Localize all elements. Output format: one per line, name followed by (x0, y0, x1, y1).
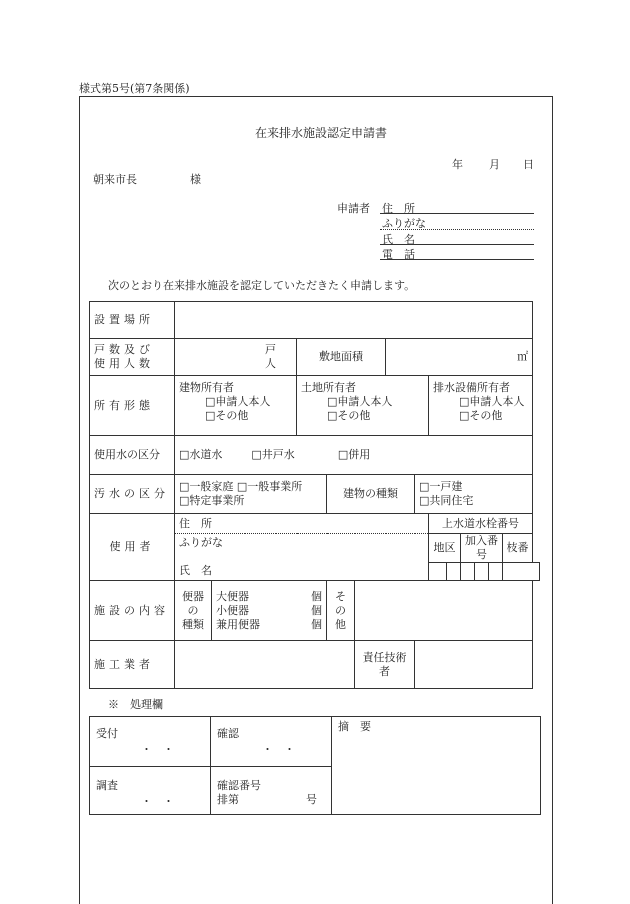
water-type-label: 使用水の区分 (90, 436, 175, 475)
branch-digits[interactable] (503, 563, 540, 581)
drain-owner-cell (429, 376, 533, 436)
other-label: そ の 他 (327, 581, 355, 641)
sewage-opt-special-checkbox[interactable]: □特定事業所 (179, 494, 245, 507)
drain-no-suffix: 号 (306, 793, 317, 806)
building-type-field (415, 475, 533, 514)
land-owner-cell (297, 376, 429, 436)
land-owner-other-checkbox[interactable]: □その他 (327, 409, 371, 422)
sub-no-digit-3[interactable] (489, 563, 503, 581)
branch-label: 枝番 (503, 534, 533, 563)
confirm-no-label: 確認番号 (217, 779, 261, 792)
applicant-name-label: 氏 名 (382, 233, 415, 246)
receipt-label: 受付 (96, 727, 118, 740)
district-label: 地区 (429, 534, 461, 563)
drain-owner-label: 排水設備所有者 (433, 381, 510, 394)
confirm-label: 確認 (217, 727, 239, 740)
sewage-type-label: 汚水の区分 (90, 475, 175, 514)
summary-label: 摘 要 (338, 720, 371, 733)
meter-no-label: 上水道水栓番号 (429, 514, 533, 534)
receipt-date-dots: ・ ・ (141, 743, 174, 756)
sub-no-digit-1[interactable] (461, 563, 475, 581)
small-toilet-unit: 個 (311, 603, 322, 617)
sewage-opt-household-checkbox[interactable]: □一般家庭 (179, 480, 234, 493)
water-opt-tap-checkbox[interactable]: □水道水 (179, 448, 223, 461)
site-area-field[interactable]: ㎡ (386, 339, 533, 376)
shared-toilet-unit: 個 (311, 617, 322, 631)
applicant-phone-field[interactable] (380, 245, 534, 260)
user-name-label: 氏 名 (179, 564, 212, 578)
toilet-type-label: 便器 の 種類 (175, 581, 212, 641)
applicant-name-field[interactable] (380, 230, 534, 245)
survey-date-dots: ・ ・ (141, 795, 174, 808)
small-toilet-label: 小便器 (216, 603, 249, 617)
sub-no-label: 加入番号 (461, 534, 503, 563)
big-toilet-unit: 個 (311, 589, 322, 603)
drain-owner-self-checkbox[interactable]: □申請人本人 (459, 395, 525, 408)
application-table (89, 301, 540, 689)
sub-no-digit-2[interactable] (475, 563, 489, 581)
confirm-cell[interactable] (211, 717, 332, 767)
user-address-label: 住 所 (179, 516, 212, 530)
building-owner-self-checkbox[interactable]: □申請人本人 (205, 395, 271, 408)
user-name-field[interactable] (175, 563, 429, 581)
district-digit-1[interactable] (429, 563, 447, 581)
toilet-counts (212, 581, 327, 641)
date-year: 年 (452, 158, 463, 171)
confirm-no-cell[interactable] (211, 767, 332, 815)
confirm-date-dots: ・ ・ (262, 743, 295, 756)
facility-label: 施設の内容 (90, 581, 175, 641)
site-area-label: 敷地面積 (297, 339, 386, 376)
user-label: 使用者 (90, 514, 175, 581)
contractor-label: 施工業者 (90, 641, 175, 689)
building-type-apartment-checkbox[interactable]: □共同住宅 (419, 494, 474, 507)
date-day: 日 (523, 158, 534, 171)
other-field[interactable] (355, 581, 533, 641)
shared-toilet-label: 兼用便器 (216, 617, 260, 631)
location-label: 設置場所 (90, 302, 175, 339)
location-field[interactable] (175, 302, 533, 339)
survey-label: 調査 (96, 779, 118, 792)
applicant-phone-label: 電 話 (382, 248, 415, 261)
households-label: 戸数及び 使用人数 (90, 339, 175, 376)
summary-cell[interactable] (332, 717, 541, 815)
sewage-type-field (175, 475, 327, 514)
receipt-cell[interactable] (90, 717, 211, 767)
applicant-furigana-label: ふりがな (382, 217, 426, 230)
applicant-label: 申請者 (337, 202, 370, 215)
user-address-field[interactable] (175, 514, 429, 534)
applicant-address-label: 住 所 (382, 202, 415, 215)
engineer-label: 責任技術者 (355, 641, 415, 689)
ownership-label: 所有形態 (90, 376, 175, 436)
applicant-address-field[interactable] (380, 199, 534, 214)
big-toilet-label: 大便器 (216, 589, 249, 603)
households-field[interactable]: 戸 人 (175, 339, 297, 376)
small-toilet-row[interactable] (216, 604, 322, 618)
contractor-field[interactable] (175, 641, 355, 689)
intro-text: 次のとおり在来排水施設を認定していただきたく申請します。 (108, 279, 416, 292)
processing-title: ※ 処理欄 (108, 698, 163, 711)
sewage-opt-business-checkbox[interactable]: □一般事業所 (236, 480, 303, 493)
shared-toilet-row[interactable] (216, 618, 322, 632)
drain-no-prefix: 排第 (217, 793, 239, 806)
user-furigana-label: ふりがな (179, 536, 223, 549)
water-type-field (175, 436, 533, 475)
building-owner-label: 建物所有者 (179, 381, 234, 394)
engineer-field[interactable] (415, 641, 533, 689)
user-furigana-field[interactable] (175, 534, 429, 563)
building-type-detached-checkbox[interactable]: □一戸建 (419, 480, 463, 493)
land-owner-self-checkbox[interactable]: □申請人本人 (327, 395, 393, 408)
processing-table (89, 716, 541, 815)
drain-no-row (217, 793, 325, 807)
survey-cell[interactable] (90, 767, 211, 815)
big-toilet-row[interactable] (216, 590, 322, 604)
form-number: 様式第5号(第7条関係) (79, 82, 190, 95)
building-owner-other-checkbox[interactable]: □その他 (205, 409, 249, 422)
drain-owner-other-checkbox[interactable]: □その他 (459, 409, 503, 422)
page-title: 在来排水施設認定申請書 (255, 126, 388, 140)
applicant-furigana-field[interactable] (380, 215, 534, 230)
building-type-label: 建物の種類 (327, 475, 415, 514)
district-digit-2[interactable] (447, 563, 461, 581)
land-owner-label: 土地所有者 (301, 381, 356, 394)
water-opt-well-checkbox[interactable]: □井戸水 (251, 448, 295, 461)
addressee-honorific: 様 (190, 173, 201, 186)
date-month: 月 (489, 158, 500, 171)
building-owner-cell (175, 376, 297, 436)
water-opt-both-checkbox[interactable]: □併用 (337, 448, 371, 461)
addressee-name: 朝来市長 (93, 173, 137, 186)
